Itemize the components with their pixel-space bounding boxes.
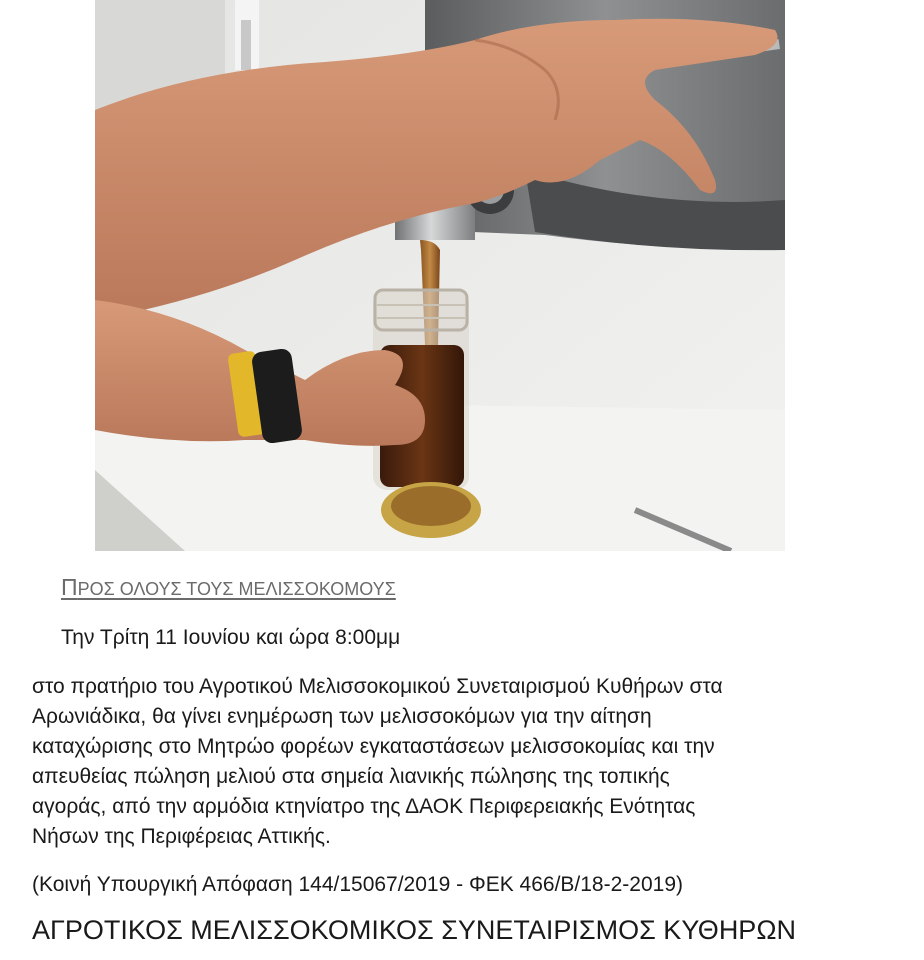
- notice-body-line: στο πρατήριο του Αγροτικού Μελισσοκομικού Συνεταιρισμού Κυθήρων στα: [32, 675, 723, 698]
- notice-title: [61, 574, 396, 601]
- notice-body-line: Νήσων της Περιφέρειας Αττικής.: [32, 825, 331, 848]
- notice-body-line: απευθείας πώληση μελιού στα σημεία λιανικής πώλησης της τοπικής: [32, 765, 670, 788]
- notice-body-line: αγοράς, από την αρμόδια κτηνίατρο της ΔΑΟΚ Περιφερειακής Ενότητας: [32, 795, 696, 818]
- notice-body-line: Αρωνιάδικα, θα γίνει ενημέρωση των μελισσοκόμων για την αίτηση: [32, 705, 652, 728]
- notice-title-initial: Π: [61, 574, 78, 600]
- legal-reference: (Κοινή Υπουργική Απόφαση 144/15067/2019 - ΦΕΚ 466/Β/18-2-2019): [32, 873, 683, 896]
- meeting-date: Την Τρίτη 11 Ιουνίου και ώρα 8:00μμ: [61, 626, 401, 649]
- honey-bottling-photo: [95, 0, 785, 551]
- notice-title-rest: ΡΟΣ ΟΛΟΥΣ ΤΟΥΣ ΜΕΛΙΣΣΟΚΟΜΟΥΣ: [77, 579, 396, 599]
- notice-body-line: καταχώρισης στο Μητρώο φορέων εγκαταστάσεων μελισσοκομίας και την: [32, 735, 715, 758]
- cooperative-signature: ΑΓΡΟΤΙΚΟΣ ΜΕΛΙΣΣΟΚΟΜΙΚΟΣ ΣΥΝΕΤΑΙΡΙΣΜΟΣ ΚΥΘΗΡΩΝ: [32, 915, 797, 945]
- notice-body: [32, 672, 862, 852]
